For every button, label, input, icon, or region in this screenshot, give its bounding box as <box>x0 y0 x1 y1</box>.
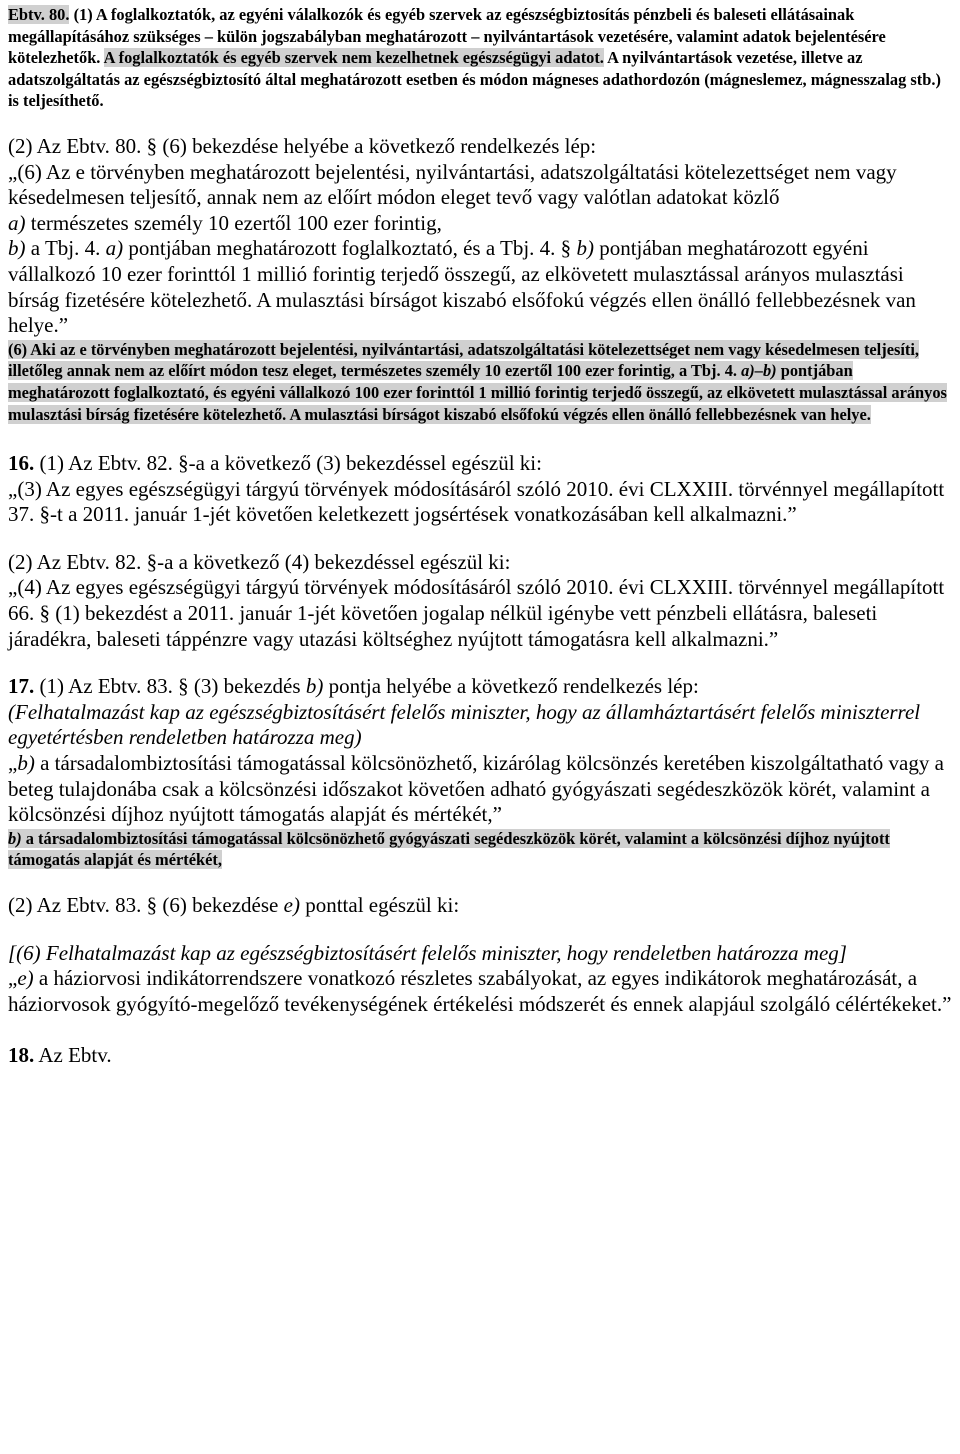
original-text-80-6 <box>8 339 952 425</box>
item-ref: b) <box>305 674 324 699</box>
authorization-context <box>8 941 952 967</box>
item-label: b) <box>8 828 22 848</box>
italic-context: (Felhatalmazást kap az egészségbiztosításért felelős miniszter, hogy az államháztartásért felelős miniszterrel egyetértésben rendeletben határozza meg) <box>8 699 921 750</box>
text-segment: A nyilvántartások vezetése, illetve az adatszolgáltatás az egészségbiztosító által meghatározott esetben és módon mágneses adathordozón (mágneslemez, mágnesszalag stb.) is teljesíthető. <box>8 48 941 111</box>
item-text: a háziorvosi indikátorrendszere vonatkozó részletes szabályokat, az egyes indikátorok meghatározását, a háziorvosok gyógyító-megelőző tevékenységének értékelési módszerét és ennek alapjául szolgáló célértékeket.” <box>8 966 952 1016</box>
section-number: 16. <box>8 451 35 476</box>
text-segment: (1) A foglalkoztatók, az egyéni válalkozók és egyéb szervek az egészségbiztosítás pénzbeli és baleseti ellátásainak megállapításához szükséges – külön jogszabályban meghatározott – nyilvántartások vezetésére, valamint adatok bejelentésére kötelezhetők. <box>8 5 886 68</box>
text-segment: Az Ebtv. <box>34 1043 112 1068</box>
quote-80-6: „(6) Az e törvényben meghatározott bejelentési, nyilvántartási, adatszolgáltatási kötelezettséget nem vagy késedelmesen teljesítő, annak nem az előírt módon eleget tevő vagy valótlan adatokat közlő <box>8 159 897 210</box>
quote-mark: „ <box>8 966 18 991</box>
item-text: pontjában meghatározott egyéni vállalkozó 10 ezer forinttól 1 millió forintig terjedő összegű, az elkövetett mulasztással arányos mulasztási bírság fizetésére kötelezhető. A mulasztási bírságot kiszabó elsőfokú végzés ellen önálló fellebbezésnek van helye.” <box>8 236 916 338</box>
item-text: a Tbj. 4. <box>25 236 106 261</box>
original-text-83-3-b <box>8 828 952 871</box>
item-label: a) <box>8 210 26 235</box>
item-ref: e) <box>283 893 300 917</box>
quote-83-3-b <box>8 751 952 828</box>
section-number: 17. <box>8 674 35 699</box>
quote-82-4: „(4) Az egyes egészségügyi tárgyú törvények módosításáról szóló 2010. évi CLXXIII. törvénnyel megállapított 66. § (1) bekezdést a 2011. január 1-jét követően jogalap nélkül igénybe vett pénzbeli ellátásra, baleseti járadékra, baleseti táppénzre vagy utazási költséghez nyújtott támogatásra kell alkalmazni.” <box>8 575 945 651</box>
item-text: pontjában meghatározott foglalkoztató, és a Tbj. 4. § <box>123 236 577 261</box>
italic-context: [(6) Felhatalmazást kap az egészségbiztosításért felelős miniszter, hogy rendeletben határozza meg] <box>8 940 847 965</box>
highlight-ref: Ebtv. 80. <box>8 5 70 24</box>
amendment-80-2-intro: (2) Az Ebtv. 80. § (6) bekezdése helyébe a következő rendelkezés lép: <box>8 133 597 158</box>
item-text: természetes személy 10 ezertől 100 ezer forintig, <box>25 210 442 235</box>
highlight-sentence: A foglalkoztatók és egyéb szervek nem kezelhetnek egészségügyi adatot. <box>103 48 604 68</box>
text-segment: a társadalombiztosítási támogatással kölcsönözhető gyógyászati segédeszközök körét, valamint a kölcsönzési díjhoz nyújtott támogatás alapját és mértékét, <box>8 828 890 870</box>
item-b <box>8 236 952 338</box>
item-label: b) <box>8 236 26 261</box>
section-number: 18. <box>8 1043 35 1068</box>
amendment-82-4-intro: (2) Az Ebtv. 82. §-a a következő (4) bekezdéssel egészül ki: <box>8 549 511 574</box>
quote-82-3: „(3) Az egyes egészségügyi tárgyú törvények módosításáról szóló 2010. évi CLXXIII. törvénnyel megállapított 37. §-t a 2011. január 1-jét követően keletkezett jogsértések vonatkozásában kell alkalmazni.” <box>8 476 945 527</box>
section-16-intro <box>8 451 952 477</box>
item-ref: a) <box>105 236 124 261</box>
text-segment: pontja helyébe a következő rendelkezés lép: <box>323 674 699 699</box>
item-label: b) <box>17 751 35 776</box>
item-ref: b) <box>576 236 594 261</box>
text-segment: ponttal egészül ki: <box>299 893 460 917</box>
text-segment: pontjában meghatározott foglalkoztató, és egyéni vállalkozó 100 ezer forinttól 1 millió forintig terjedő összegű, az elkövetett mulasztással arányos mulasztási bírság fizetésére kötelezhető. A mulasztási bírságot kiszabó elsőfokú végzés ellen önálló fellebbezésnek van helye. <box>8 361 947 424</box>
authorization-context <box>8 700 952 751</box>
highlight-paragraph <box>8 340 947 424</box>
text-segment: (2) Az Ebtv. 83. § (6) bekezdése <box>8 893 284 917</box>
quote-83-6-e <box>8 966 952 1017</box>
highlight-paragraph <box>8 829 890 870</box>
item-ref: a)–b) <box>741 361 777 381</box>
original-text-80-1 <box>8 4 952 112</box>
item-text: a társadalombiztosítási támogatással kölcsönözhető, kizárólag kölcsönzés keretében kiszolgáltatható vagy a beteg tulajdonába csak a kölcsönzési időszakot követően adható gyógyászati segédeszközök körét, valamint a kölcsönzési díjhoz nyújtott támogatás alapját és mértékét,” <box>8 751 944 827</box>
item-a <box>8 211 952 237</box>
amendment-83-6-intro <box>8 893 952 919</box>
item-label: e) <box>17 966 34 991</box>
text-segment: (1) Az Ebtv. 83. § (3) bekezdés <box>34 674 306 699</box>
quote-mark: „ <box>8 751 18 776</box>
text-segment: (1) Az Ebtv. 82. §-a a következő (3) bekezdéssel egészül ki: <box>34 451 542 476</box>
section-17-intro <box>8 674 952 700</box>
section-18-intro <box>8 1043 952 1069</box>
text-segment: (6) Aki az e törvényben meghatározott bejelentési, nyilvántartási, adatszolgáltatási kötelezettséget nem vagy késedelmesen teljesíti, illetőleg annak nem az előírt módon tesz eleget, természetes személy 10 ezertől 100 ezer forintig, a Tbj. 4. <box>8 339 920 381</box>
